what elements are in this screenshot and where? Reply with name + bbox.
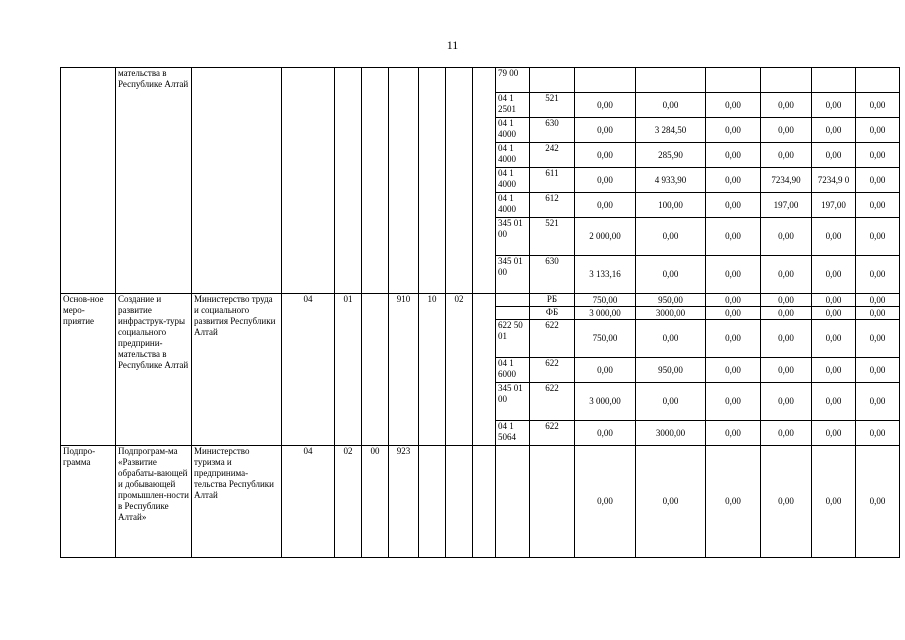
value-cell: 0,00 bbox=[812, 256, 856, 294]
vr-cell: ФБ bbox=[530, 307, 575, 320]
value-cell: 0,00 bbox=[856, 307, 900, 320]
value-cell: 7234,9 0 bbox=[812, 168, 856, 193]
vr-cell bbox=[530, 68, 575, 93]
vr-cell: 630 bbox=[530, 256, 575, 294]
cs-cell: 622 50 01 bbox=[496, 320, 530, 358]
value-cell: 0,00 bbox=[761, 143, 812, 168]
value-cell: 0,00 bbox=[575, 168, 636, 193]
value-cell: 285,90 bbox=[636, 143, 706, 168]
value-cell: 0,00 bbox=[706, 446, 761, 558]
value-cell bbox=[575, 68, 636, 93]
value-cell bbox=[812, 68, 856, 93]
value-cell: 0,00 bbox=[636, 256, 706, 294]
value-cell: 0,00 bbox=[575, 93, 636, 118]
cs-cell: 345 01 00 bbox=[496, 383, 530, 421]
value-cell: 0,00 bbox=[761, 294, 812, 307]
cs-cell: 04 1 4000 bbox=[496, 193, 530, 218]
value-cell: 0,00 bbox=[706, 118, 761, 143]
value-cell bbox=[856, 68, 900, 93]
value-cell: 0,00 bbox=[636, 218, 706, 256]
code-cell bbox=[335, 68, 362, 294]
value-cell: 0,00 bbox=[706, 93, 761, 118]
value-cell: 0,00 bbox=[761, 421, 812, 446]
cs-cell: 345 01 00 bbox=[496, 218, 530, 256]
value-cell: 0,00 bbox=[575, 421, 636, 446]
cs-cell bbox=[496, 446, 530, 558]
value-cell: 750,00 bbox=[575, 294, 636, 307]
value-cell: 100,00 bbox=[636, 193, 706, 218]
cs-cell: 04 1 5064 bbox=[496, 421, 530, 446]
value-cell: 0,00 bbox=[706, 320, 761, 358]
value-cell: 0,00 bbox=[761, 118, 812, 143]
value-cell: 3 133,16 bbox=[575, 256, 636, 294]
value-cell: 0,00 bbox=[706, 193, 761, 218]
value-cell: 0,00 bbox=[856, 383, 900, 421]
value-cell: 3 000,00 bbox=[575, 383, 636, 421]
vr-cell: 622 bbox=[530, 358, 575, 383]
value-cell: 3000,00 bbox=[636, 307, 706, 320]
value-cell: 0,00 bbox=[856, 143, 900, 168]
cs-cell: 345 01 00 bbox=[496, 256, 530, 294]
cs-cell: 04 1 4000 bbox=[496, 118, 530, 143]
name-cell: Создание и развитие инфраструк-туры социального предприни-мательства в Республике Алтай bbox=[116, 294, 192, 446]
rz-cell bbox=[419, 446, 446, 558]
value-cell: 3000,00 bbox=[636, 421, 706, 446]
spacer-cell bbox=[473, 446, 496, 558]
value-cell: 0,00 bbox=[761, 383, 812, 421]
value-cell: 0,00 bbox=[812, 383, 856, 421]
grbs-cell: 910 bbox=[389, 294, 419, 446]
value-cell: 0,00 bbox=[812, 294, 856, 307]
code-cell: 04 bbox=[282, 446, 335, 558]
value-cell: 950,00 bbox=[636, 294, 706, 307]
grbs-cell: 923 bbox=[389, 446, 419, 558]
status-cell: Подпро-грамма bbox=[61, 446, 116, 558]
value-cell: 7234,90 bbox=[761, 168, 812, 193]
value-cell: 0,00 bbox=[575, 143, 636, 168]
value-cell: 0,00 bbox=[761, 93, 812, 118]
value-cell: 197,00 bbox=[812, 193, 856, 218]
value-cell: 0,00 bbox=[812, 218, 856, 256]
cs-cell: 04 1 2501 bbox=[496, 93, 530, 118]
value-cell: 0,00 bbox=[856, 421, 900, 446]
value-cell: 0,00 bbox=[636, 383, 706, 421]
table-row bbox=[61, 294, 900, 307]
table-row bbox=[61, 446, 900, 558]
cs-cell: 04 1 4000 bbox=[496, 168, 530, 193]
value-cell: 0,00 bbox=[706, 256, 761, 294]
pr-cell bbox=[446, 68, 473, 294]
executor-cell: Министерство туризма и предпринима-тельства Республики Алтай bbox=[192, 446, 282, 558]
name-cell: мательства в Республике Алтай bbox=[116, 68, 192, 294]
executor-cell: Министерство труда и социального развития Республики Алтай bbox=[192, 294, 282, 446]
vr-cell: 612 bbox=[530, 193, 575, 218]
code-cell: 04 bbox=[282, 294, 335, 446]
cs-cell: 79 00 bbox=[496, 68, 530, 93]
table-row bbox=[61, 68, 900, 93]
spacer-cell bbox=[473, 294, 496, 446]
value-cell bbox=[636, 68, 706, 93]
value-cell: 0,00 bbox=[812, 143, 856, 168]
vr-cell: 611 bbox=[530, 168, 575, 193]
value-cell: 0,00 bbox=[856, 168, 900, 193]
value-cell: 0,00 bbox=[761, 320, 812, 358]
value-cell: 2 000,00 bbox=[575, 218, 636, 256]
value-cell: 0,00 bbox=[706, 218, 761, 256]
value-cell: 0,00 bbox=[812, 320, 856, 358]
rz-cell bbox=[419, 68, 446, 294]
value-cell: 0,00 bbox=[706, 358, 761, 383]
value-cell bbox=[761, 68, 812, 93]
code-cell: 00 bbox=[362, 446, 389, 558]
vr-cell: 622 bbox=[530, 383, 575, 421]
rz-cell: 10 bbox=[419, 294, 446, 446]
value-cell: 0,00 bbox=[761, 307, 812, 320]
vr-cell: 521 bbox=[530, 93, 575, 118]
page-number: 11 bbox=[446, 38, 459, 52]
value-cell: 0,00 bbox=[856, 256, 900, 294]
value-cell: 0,00 bbox=[812, 307, 856, 320]
value-cell: 0,00 bbox=[706, 294, 761, 307]
value-cell: 0,00 bbox=[856, 218, 900, 256]
value-cell: 0,00 bbox=[856, 93, 900, 118]
code-cell: 01 bbox=[335, 294, 362, 446]
vr-cell: 622 bbox=[530, 421, 575, 446]
value-cell: 197,00 bbox=[761, 193, 812, 218]
grbs-cell bbox=[389, 68, 419, 294]
value-cell: 0,00 bbox=[856, 358, 900, 383]
value-cell: 0,00 bbox=[706, 168, 761, 193]
vr-cell: 630 bbox=[530, 118, 575, 143]
value-cell: 750,00 bbox=[575, 320, 636, 358]
value-cell: 0,00 bbox=[575, 358, 636, 383]
cs-cell: 04 1 6000 bbox=[496, 358, 530, 383]
code-cell bbox=[362, 294, 389, 446]
value-cell: 0,00 bbox=[575, 193, 636, 218]
value-cell: 0,00 bbox=[812, 118, 856, 143]
cs-cell bbox=[496, 294, 530, 307]
value-cell: 0,00 bbox=[706, 383, 761, 421]
vr-cell: 242 bbox=[530, 143, 575, 168]
code-cell bbox=[362, 68, 389, 294]
value-cell: 0,00 bbox=[856, 446, 900, 558]
value-cell: 950,00 bbox=[636, 358, 706, 383]
value-cell: 0,00 bbox=[856, 294, 900, 307]
code-cell bbox=[282, 68, 335, 294]
pr-cell bbox=[446, 446, 473, 558]
status-cell: Основ-ное меро-приятие bbox=[61, 294, 116, 446]
value-cell: 0,00 bbox=[812, 93, 856, 118]
value-cell: 3 284,50 bbox=[636, 118, 706, 143]
value-cell: 0,00 bbox=[636, 446, 706, 558]
value-cell: 0,00 bbox=[636, 93, 706, 118]
value-cell: 0,00 bbox=[575, 446, 636, 558]
cs-cell: 04 1 4000 bbox=[496, 143, 530, 168]
spacer-cell bbox=[473, 68, 496, 294]
value-cell: 0,00 bbox=[575, 118, 636, 143]
value-cell: 3 000,00 bbox=[575, 307, 636, 320]
value-cell: 0,00 bbox=[761, 446, 812, 558]
value-cell: 0,00 bbox=[812, 358, 856, 383]
value-cell: 0,00 bbox=[856, 193, 900, 218]
cs-cell bbox=[496, 307, 530, 320]
vr-cell: 521 bbox=[530, 218, 575, 256]
status-cell bbox=[61, 68, 116, 294]
value-cell: 0,00 bbox=[636, 320, 706, 358]
value-cell: 0,00 bbox=[812, 421, 856, 446]
value-cell: 4 933,90 bbox=[636, 168, 706, 193]
vr-cell bbox=[530, 446, 575, 558]
vr-cell: 622 bbox=[530, 320, 575, 358]
value-cell: 0,00 bbox=[761, 256, 812, 294]
value-cell: 0,00 bbox=[706, 143, 761, 168]
value-cell: 0,00 bbox=[812, 446, 856, 558]
budget-table bbox=[60, 67, 900, 558]
value-cell bbox=[706, 68, 761, 93]
value-cell: 0,00 bbox=[761, 218, 812, 256]
value-cell: 0,00 bbox=[706, 421, 761, 446]
value-cell: 0,00 bbox=[761, 358, 812, 383]
value-cell: 0,00 bbox=[706, 307, 761, 320]
value-cell: 0,00 bbox=[856, 320, 900, 358]
pr-cell: 02 bbox=[446, 294, 473, 446]
vr-cell: РБ bbox=[530, 294, 575, 307]
name-cell: Подпрограм-ма «Развитие обрабаты-вающей и добывающей промышлен-ности в Республике Алтай» bbox=[116, 446, 192, 558]
executor-cell bbox=[192, 68, 282, 294]
code-cell: 02 bbox=[335, 446, 362, 558]
value-cell: 0,00 bbox=[856, 118, 900, 143]
